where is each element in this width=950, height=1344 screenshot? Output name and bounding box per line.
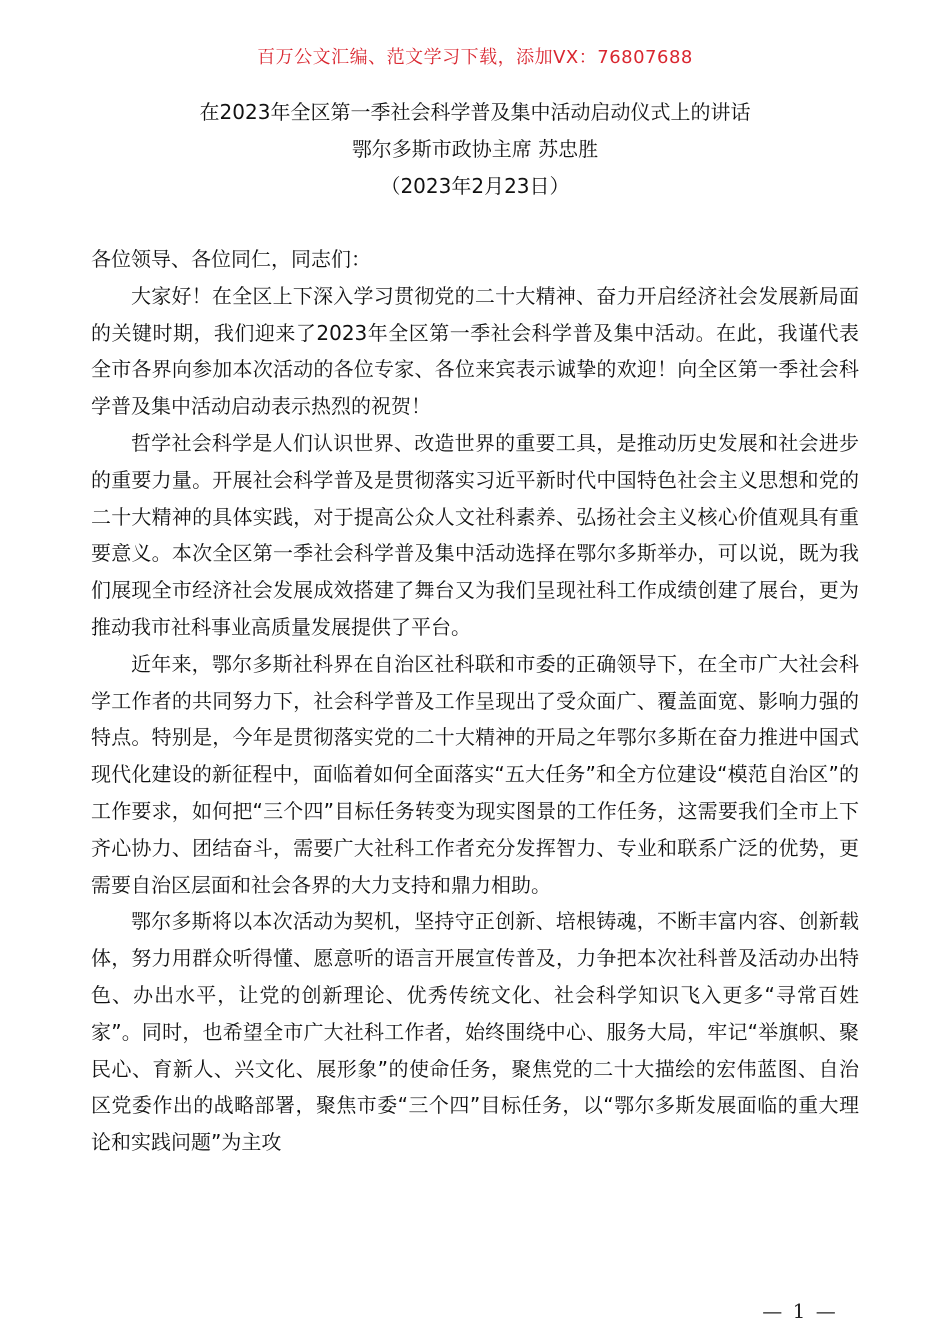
paragraph: 哲学社会科学是人们认识世界、改造世界的重要工具，是推动历史发展和社会进步的重要力量。开展社会科学普及是贯彻落实习近平新时代中国特色社会主义思想和党的二十大精神的具体实践，对于提高公众人文社科素养、弘扬社会主义核心价值观具有重要意义。本次全区第一季社会科学普及集中活动选择在鄂尔多斯举办，可以说，既为我们展现全市经济社会发展成效搭建了舞台又为我们呈现社科工作成绩创建了展台，更为推动我市社科事业高质量发展提供了平台。 [91, 430, 859, 639]
speaker-line: 鄂尔多斯市政协主席 苏忠胜 [351, 137, 599, 161]
paragraph: 大家好！在全区上下深入学习贯彻党的二十大精神、奋力开启经济社会发展新局面的关键时期，我们迎来了2023年全区第一季社会科学普及集中活动。在此，我谨代表全市各界向参加本次活动的各位专家、各位来宾表示诚挚的欢迎！向全区第一季社会科学普及集中活动启动表示热烈的祝贺！ [91, 283, 859, 419]
salutation: 各位领导、各位同仁，同志们： [91, 247, 371, 271]
speech-body [91, 241, 859, 1161]
paragraph: 近年来，鄂尔多斯社科界在自治区社科联和市委的正确领导下，在全市广大社会科学工作者的共同努力下，社会科学普及工作呈现出了受众面广、覆盖面宽、影响力强的特点。特别是，今年是贯彻落实党的二十大精神的开局之年鄂尔多斯在奋力推进中国式现代化建设的新征程中，面临着如何全面落实“五大任务”和全方位建设“模范自治区”的工作要求，如何把“三个四”目标任务转变为现实图景的工作任务，这需要我们全市上下齐心协力、团结奋斗，需要广大社科工作者充分发挥智力、专业和联系广泛的优势，更需要自治区层面和社会各界的大力支持和鼎力相助。 [91, 651, 859, 897]
document-title: 在2023年全区第一季社会科学普及集中活动启动仪式上的讲话 [199, 100, 751, 124]
paragraph: 鄂尔多斯将以本次活动为契机，坚持守正创新、培根铸魂，不断丰富内容、创新载体，努力用群众听得懂、愿意听的语言开展宣传普及，力争把本次社科普及活动办出特色、办出水平，让党的创新理论、优秀传统文化、社会科学知识飞入更多“寻常百姓家”。同时，也希望全市广大社科工作者，始终围绕中心、服务大局，牢记“举旗帜、聚民心、育新人、兴文化、展形象”的使命任务，聚焦党的二十大描绘的宏伟蓝图、自治区党委作出的战略部署，聚焦市委“三个四”目标任务，以“鄂尔多斯发展面临的重大理论和实践问题”为主攻 [91, 909, 859, 1155]
watermark-header: 百万公文汇编、范文学习下载，添加VX：76807688 [257, 47, 693, 68]
page-number: — 1 — [762, 1299, 838, 1323]
speech-date: （2023年2月23日） [380, 174, 570, 198]
